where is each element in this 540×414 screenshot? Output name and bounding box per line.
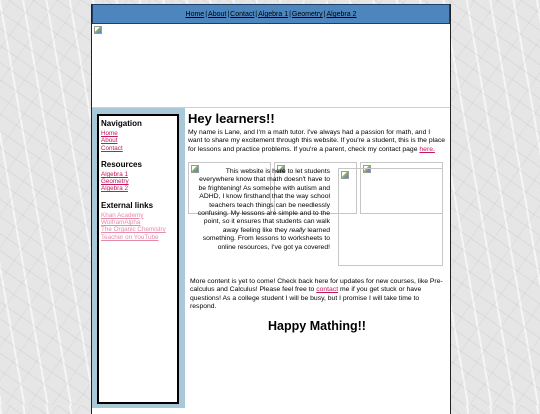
main-content [188,108,446,333]
page-title: Hey learners!! [188,111,275,126]
nav-link-about[interactable]: About [208,11,227,18]
banner-image-area [92,24,450,108]
story-text-a: This website is here to let students everywhere know that math doesn't have to be frightening! As someone with autism and ADHD, I know firsthand that the way school teachers teach things can be needlessly confusing. My lessons are simple and to the point, so it ensures that students can walk away feeling like they [197,168,330,234]
sidebar-link-organic-chemistry-teacher[interactable]: The Organic Chemistry Teacher on YouTube [101,226,166,241]
sidebar-frame [92,108,185,408]
nav-separator: | [205,11,208,18]
nav-link-algebra-2[interactable]: Algebra 2 [326,11,357,18]
sidebar-link-contact[interactable]: Contact [101,144,123,152]
story-text-b: learned something. From lessons to worksheets to online resources, I've got ya covered! [202,226,330,251]
contact-link[interactable]: contact [316,286,339,294]
sidebar-link-about[interactable]: About [101,137,118,145]
page-container [91,4,451,414]
sidebar-external-group [101,201,175,241]
story-emphasis: really [289,226,306,234]
side-image [338,168,443,266]
top-navigation-bar [92,4,450,24]
nav-separator: | [289,11,291,18]
intro-text: My name is Lane, and I'm a math tutor. I've always had a passion for math, and I want to share my excitement through this website. If you're a student, this is the place for lessons and practice problems. If you're a parent, check my contact page [188,129,446,153]
story-paragraph [190,168,330,252]
nav-separator: | [227,11,230,18]
sidebar-link-algebra-2[interactable]: Algebra 2 [101,185,128,193]
nav-link-home[interactable]: Home [185,11,205,18]
nav-separator: | [255,11,258,18]
contact-here-link[interactable]: here. [419,145,435,153]
sidebar-resources-group [101,160,175,193]
updates-text-a: More content is yet to come! Check back here for updates for new courses, like Pre-calculus and Calculus! Please feel free to [190,278,443,294]
sidebar-navigation-group [101,119,175,152]
sidebar-link-khan-academy[interactable]: Khan Academy [101,211,144,219]
sidebar-link-algebra-1[interactable]: Algebra 1 [101,170,128,178]
nav-separator: | [323,11,326,18]
broken-image-icon [341,171,349,179]
intro-paragraph [188,129,446,154]
sidebar-link-home[interactable]: Home [101,130,118,137]
sidebar-link-geometry[interactable]: Geometry [101,178,129,186]
sidebar-resources-title: Resources [101,159,142,169]
nav-link-contact[interactable]: Contact [230,11,255,18]
updates-text-b: me if you get stuck or have questions! As a college student I will be busy, but I promise I will take time to respond. [190,286,422,311]
nav-link-geometry[interactable]: Geometry [291,11,323,18]
sidebar-external-title: External links [101,200,154,210]
sidebar-link-wolframalpha[interactable]: WolframAlpha [101,219,141,227]
updates-paragraph [190,278,446,312]
nav-link-algebra-1[interactable]: Algebra 1 [258,11,289,18]
sidebar [97,114,179,404]
closing-heading: Happy Mathing!! [268,319,366,333]
sidebar-navigation-title: Navigation [101,119,142,128]
broken-image-icon [94,26,102,34]
